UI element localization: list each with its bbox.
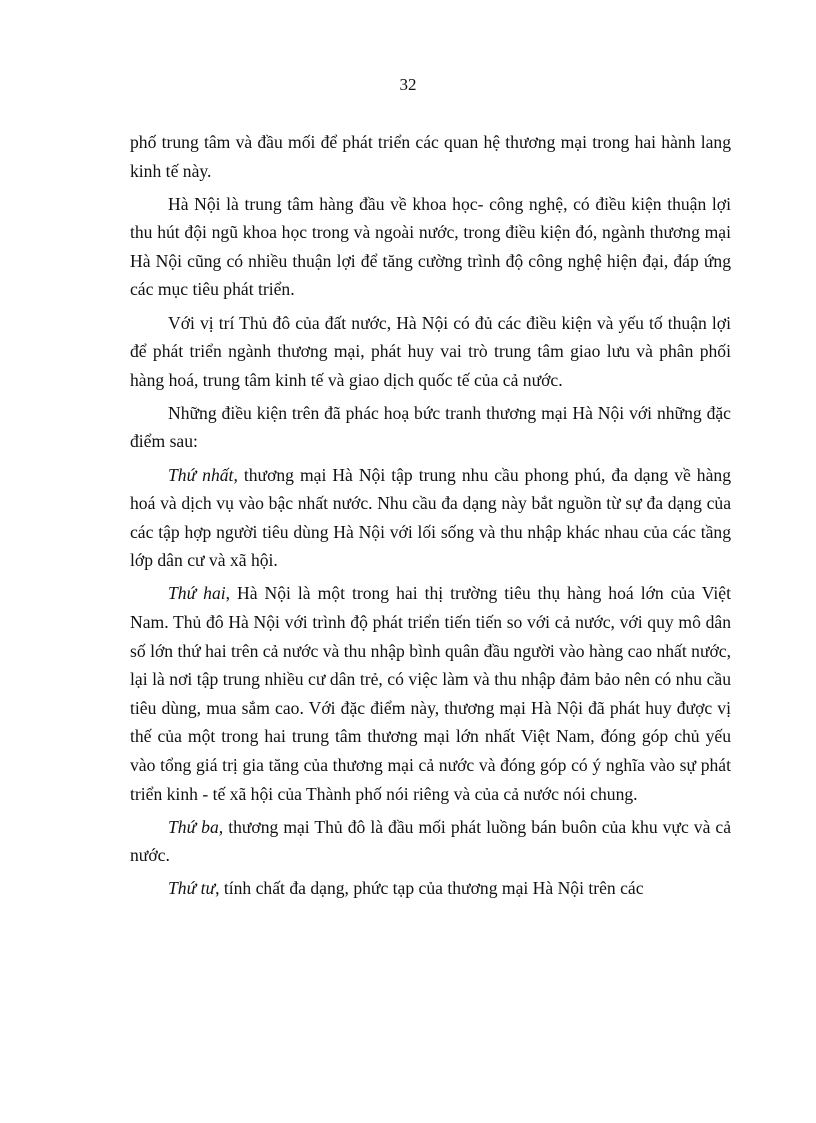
paragraph-1 [130,128,731,185]
paragraph-4 [130,399,731,456]
paragraph-text: Những điều kiện trên đã phác hoạ bức tranh thương mại Hà Nội với những đặc điểm sau: [130,402,731,452]
page-number: 32 [399,75,417,94]
paragraph-text: , tính chất đa dạng, phức tạp của thương mại Hà Nội trên các [215,878,644,899]
paragraph-lead: Thứ ba, [168,816,224,837]
paragraph-text: thương mại Thủ đô là đầu mối phát luồng bán buôn của khu vực và cả nước. [130,816,731,866]
paragraph-2 [130,190,731,304]
paragraph-6 [130,579,731,808]
paragraph-lead: Thứ hai [168,583,226,604]
paragraph-text: Với vị trí Thủ đô của đất nước, Hà Nội có đủ các điều kiện và yếu tố thuận lợi để phát triển ngành thương mại, phát huy vai trò trung tâm giao lưu và phân phối hàng hoá, trung tâm kinh tế và giao dịch quốc tế của cả nước. [130,312,731,390]
paragraph-5 [130,461,731,575]
paragraph-text: Hà Nội là trung tâm hàng đầu về khoa học- công nghệ, có điều kiện thuận lợi thu hút đội ngũ khoa học trong và ngoài nước, trong điều kiện đó, ngành thương mại Hà Nội cũng có nhiều thuận lợi để tăng cường trình độ công nghệ hiện đại, đáp ứng các mục tiêu phát triển. [130,193,731,300]
paragraph-text: phố trung tâm và đầu mối để phát triển các quan hệ thương mại trong hai hành lang kinh tế này. [130,132,731,181]
paragraph-3 [130,309,731,395]
paragraph-text: thương mại Hà Nội tập trung nhu cầu phong phú, đa dạng về hàng hoá và dịch vụ vào bậc nhất nước. Nhu cầu đa dạng này bắt nguồn từ sự đa dạng của các tập hợp người tiêu dùng Hà Nội với lối sống và thu nhập khác nhau của các tầng lớp dân cư và xã hội. [130,464,731,571]
paragraph-lead: Thứ nhất, [168,464,238,485]
paragraph-text: , Hà Nội là một trong hai thị trường tiêu thụ hàng hoá lớn của Việt Nam. Thủ đô Hà Nội với trình độ phát triển tiến tiến so với cả nước, với quy mô dân số lớn thứ hai trên cả nước và thu nhập bình quân đầu người vào hàng cao nhất nước, lại là nơi tập trung nhiều cư dân trẻ, có việc làm và thu nhập đảm bảo nên có nhu cầu tiêu dùng, mua sắm cao. Với đặc điểm này, thương mại Hà Nội đã phát huy được vị thế của một trong hai trung tâm thương mại lớn nhất Việt Nam, đóng góp chủ yếu vào tổng giá trị gia tăng của thương mại cả nước và đóng góp có ý nghĩa vào sự phát triển kinh - tế xã hội của Thành phố nói riêng và của cả nước nói chung. [130,583,731,804]
paragraph-lead: Thứ tư [168,878,216,899]
paragraph-7 [130,813,731,870]
paragraph-8 [130,874,731,903]
body-text [130,128,731,907]
